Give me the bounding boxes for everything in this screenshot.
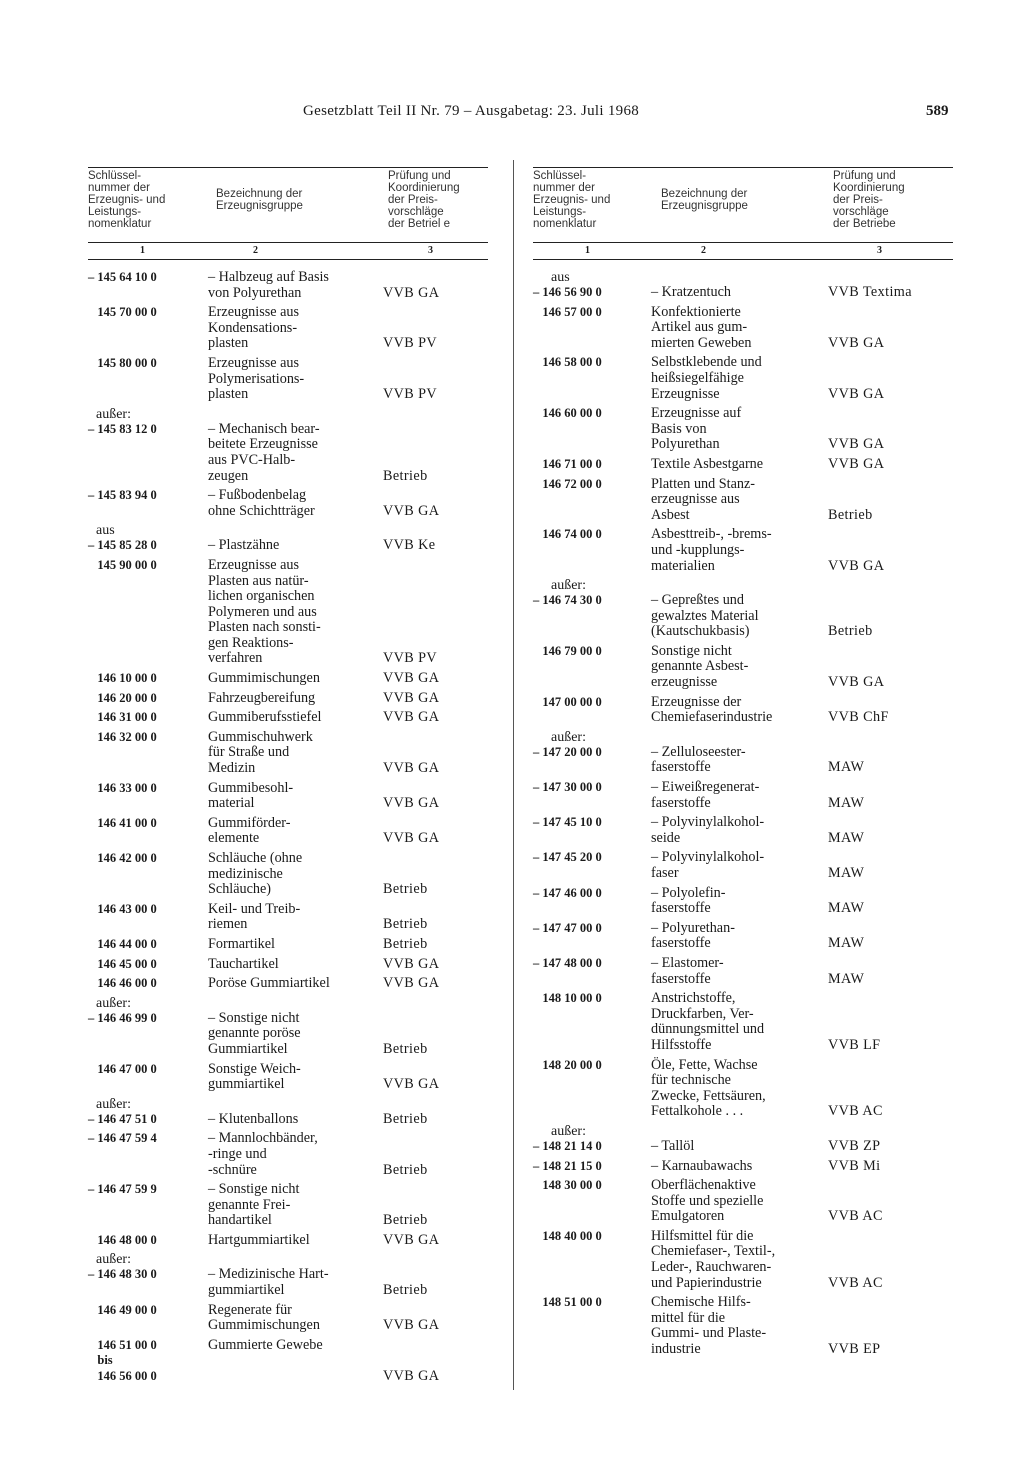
table-row — [533, 730, 953, 776]
table-row — [533, 1229, 953, 1291]
key-number: – 146 56 90 0 — [533, 285, 602, 299]
product-group: – Halbzeug auf Basis von Polyurethan — [208, 269, 329, 301]
key-number: 146 41 00 0 — [88, 815, 157, 830]
entry-line — [533, 644, 953, 691]
entry-line — [533, 745, 953, 776]
table-row — [533, 578, 953, 640]
key-number: 146 10 00 0 — [88, 671, 157, 686]
entry-line — [88, 851, 488, 898]
product-group: Tauchartikel — [208, 955, 279, 972]
table-row — [88, 523, 488, 554]
product-group: – Zelluloseester- faserstoffe — [651, 743, 746, 776]
entry-line — [88, 937, 488, 953]
key-number: 146 72 00 0 — [533, 476, 602, 491]
product-group: – Plastzähne — [208, 537, 280, 554]
entry-line — [533, 457, 953, 473]
review-authority: VVB GA — [383, 955, 440, 972]
entry-line — [88, 538, 488, 554]
key-number: 148 30 00 0 — [533, 1178, 602, 1193]
entry-line — [533, 1139, 953, 1155]
key-number: 146 71 00 0 — [533, 456, 602, 471]
col-number-1: 1 — [585, 245, 590, 256]
table-row — [88, 558, 488, 667]
review-authority: Betrieb — [383, 1212, 428, 1229]
review-authority: VVB LF — [828, 1036, 881, 1053]
page-number: 589 — [926, 103, 949, 119]
key-number: 146 60 00 0 — [533, 406, 602, 421]
review-authority: VVB AC — [828, 1208, 883, 1225]
product-group: – Polyvinylalkohol- seide — [651, 814, 765, 846]
key-number: 148 20 00 0 — [533, 1057, 602, 1072]
col-header-key-number: Schlüssel- nummer der Erzeugnis- und Leistungs- nomenklatur — [533, 170, 611, 230]
product-group: – Polyvinylalkohol- faser — [651, 849, 765, 881]
table-row — [533, 1159, 953, 1175]
product-group: – Mannlochbänder, -ringe und -schnüre — [208, 1130, 318, 1178]
key-number: 148 10 00 0 — [533, 991, 602, 1006]
product-group: Fahrzeugbereifung — [208, 689, 316, 706]
entry-line — [88, 976, 488, 992]
product-group: – Fußbodenbelag ohne Schichtträger — [208, 487, 315, 519]
entry-line — [88, 1062, 488, 1093]
table-row — [88, 1062, 488, 1093]
key-number: 146 51 00 0 bis 146 56 00 0 — [97, 1337, 157, 1384]
table-row — [88, 1338, 488, 1385]
review-authority: VVB Mi — [828, 1157, 881, 1174]
key-number: – 148 21 14 0 — [533, 1138, 602, 1153]
table-row — [88, 1233, 488, 1249]
entry-line — [533, 355, 953, 402]
key-number: – 147 45 20 0 — [533, 850, 602, 865]
entry-line — [88, 671, 488, 687]
review-authority: Betrieb — [383, 935, 428, 952]
product-group: Hartgummiartikel — [208, 1231, 310, 1248]
key-number: 146 45 00 0 — [88, 956, 157, 971]
review-authority: MAW — [828, 794, 865, 811]
review-authority: VVB GA — [828, 436, 885, 453]
key-number: – 146 46 99 0 — [88, 1010, 157, 1025]
entry-line — [88, 902, 488, 933]
table-row — [533, 305, 953, 352]
product-group: Gummischuhwerk für Straße und Medizin — [208, 728, 313, 777]
table-row — [88, 356, 488, 403]
review-authority: VVB EP — [828, 1341, 881, 1358]
col-header-review: Prüfung und Koordinierung der Preis- vorschläge der Betriel e — [388, 170, 460, 230]
row-prefix: außer: — [96, 995, 131, 1011]
product-group: – Polyolefin- faserstoffe — [651, 884, 726, 917]
review-authority: MAW — [828, 829, 865, 846]
key-number: 146 74 00 0 — [533, 527, 602, 542]
entry-line — [88, 558, 488, 667]
review-authority: Betrieb — [383, 1040, 428, 1057]
table-row — [88, 957, 488, 973]
table-row — [533, 991, 953, 1053]
product-group: Gummiförder- elemente — [208, 814, 291, 847]
entry-line — [533, 285, 953, 301]
key-number: – 146 47 59 9 — [88, 1182, 157, 1197]
review-authority: VVB GA — [383, 1317, 440, 1334]
product-group: Öle, Fette, Wachse für technische Zwecke, Fettsäuren, Fettalkohole . . . — [651, 1056, 766, 1120]
entry-line — [533, 305, 953, 352]
number-rule — [533, 259, 953, 260]
review-authority: VVB ZP — [828, 1137, 881, 1154]
entry-line — [88, 488, 488, 519]
product-group: Gummibesohl- material — [208, 779, 294, 812]
col-number-3: 3 — [428, 245, 433, 256]
table-row — [88, 816, 488, 847]
key-number: 148 40 00 0 — [533, 1228, 602, 1243]
review-authority: VVB GA — [383, 1076, 440, 1093]
key-number: – 145 85 28 0 — [88, 538, 157, 553]
product-group: Anstrichstoffe, Druckfarben, Ver- dünnungsmittel und Hilfsstoffe — [651, 990, 765, 1053]
review-authority: VVB PV — [383, 386, 438, 403]
col-header-designation: Bezeichnung der Erzeugnisgruppe — [216, 188, 303, 212]
table-row — [88, 976, 488, 992]
key-number: 146 48 00 0 — [88, 1232, 157, 1247]
product-group: Chemische Hilfs- mittel für die Gummi- und Plaste- industrie — [651, 1294, 767, 1358]
table-row — [88, 1182, 488, 1229]
key-number: 145 90 00 0 — [88, 557, 157, 572]
product-group: – Kratzentuch — [651, 284, 731, 300]
entry-line — [88, 781, 488, 812]
key-number: 146 49 00 0 — [88, 1302, 157, 1317]
entry-line — [88, 1011, 488, 1058]
table-row — [88, 730, 488, 777]
table-row — [533, 270, 953, 301]
table-row — [88, 1097, 488, 1128]
review-authority: Betrieb — [383, 467, 428, 484]
page-header — [0, 103, 1024, 123]
entry-line — [533, 1058, 953, 1120]
key-number: 146 43 00 0 — [88, 901, 157, 916]
table-row — [88, 902, 488, 933]
review-authority: VVB GA — [383, 1368, 440, 1385]
table-row — [533, 1295, 953, 1357]
key-number: 146 31 00 0 — [88, 710, 157, 725]
product-group: – Tallöl — [651, 1137, 695, 1154]
key-number: 146 42 00 0 — [88, 851, 157, 865]
review-authority: VVB PV — [383, 335, 438, 352]
review-authority: VVB GA — [383, 1231, 440, 1248]
review-authority: VVB Ke — [383, 537, 436, 554]
header-rule — [88, 242, 488, 243]
table-row — [533, 457, 953, 473]
product-group: Erzeugnisse aus Kondensations- plasten — [208, 304, 300, 352]
key-number: 147 00 00 0 — [533, 694, 602, 709]
review-authority: VVB GA — [383, 975, 440, 992]
col-number-2: 2 — [701, 245, 706, 256]
product-group: Gummimischungen — [208, 670, 320, 687]
entry-line — [88, 1182, 488, 1229]
review-authority: VVB GA — [383, 689, 440, 706]
entry-line — [88, 730, 488, 777]
table-row — [88, 1303, 488, 1334]
product-group: Erzeugnisse auf Basis von Polyurethan — [651, 405, 742, 453]
entry-line — [533, 921, 953, 952]
review-authority: VVB GA — [383, 760, 440, 777]
table-top-rule — [88, 167, 488, 168]
table-row — [533, 886, 953, 917]
col-header-key-number: Schlüssel- nummer der Erzeugnis- und Leistungs- nomenklatur — [88, 170, 166, 230]
table-row — [533, 1058, 953, 1120]
entry-line — [533, 527, 953, 574]
review-authority: VVB AC — [828, 1274, 883, 1291]
product-group: Selbstklebende und heißsiegelfähige Erzeugnisse — [651, 354, 762, 402]
review-authority: Betrieb — [383, 1282, 428, 1299]
product-group: Oberflächenaktive Stoffe und spezielle Emulgatoren — [651, 1177, 764, 1225]
entry-line — [88, 1303, 488, 1334]
table-row — [88, 488, 488, 519]
key-number: – 147 20 00 0 — [533, 744, 602, 759]
table-row — [88, 937, 488, 953]
review-authority: Betrieb — [383, 1110, 428, 1127]
table-row — [88, 851, 488, 898]
product-group: Erzeugnisse aus Plasten aus natür- lichen organischen Polymeren und aus Plasten nach sonsti- gen Reaktions- verfahren — [208, 556, 321, 667]
product-group: Keil- und Treib- riemen — [208, 900, 301, 933]
product-group: Gummierte Gewebe — [208, 1336, 323, 1353]
key-number: 146 20 00 0 — [88, 690, 157, 705]
review-authority: VVB GA — [828, 455, 885, 472]
key-number: – 145 64 10 0 — [88, 270, 157, 284]
entry-line — [88, 305, 488, 352]
product-group: Poröse Gummiartikel — [208, 975, 330, 992]
key-number: – 147 46 00 0 — [533, 885, 602, 900]
row-prefix: aus — [551, 270, 570, 285]
review-authority: VVB GA — [828, 674, 885, 691]
entry-line — [533, 1159, 953, 1175]
entry-line — [533, 956, 953, 987]
table-row — [533, 956, 953, 987]
entry-line — [88, 957, 488, 973]
key-number: – 147 47 00 0 — [533, 920, 602, 935]
entry-line — [88, 1112, 488, 1128]
table-row — [88, 270, 488, 301]
review-authority: VVB GA — [828, 385, 885, 402]
product-group: – Sonstige nicht genannte Frei- handartikel — [208, 1181, 300, 1229]
review-authority: VVB GA — [383, 795, 440, 812]
entry-line — [88, 1267, 488, 1298]
key-number: 145 70 00 0 — [88, 305, 157, 320]
col-number-1: 1 — [140, 245, 145, 256]
row-prefix: außer: — [551, 578, 586, 594]
row-prefix: außer: — [96, 406, 131, 422]
review-authority: VVB GA — [828, 557, 885, 574]
product-group: Sonstige Weich- gummiartikel — [208, 1060, 301, 1093]
right-table — [533, 160, 953, 1390]
entry-line — [533, 1295, 953, 1357]
key-number: 146 33 00 0 — [88, 780, 157, 795]
review-authority: VVB GA — [383, 709, 440, 726]
left-table — [88, 160, 488, 1390]
entry-line — [533, 477, 953, 524]
entry-line — [88, 1233, 488, 1249]
entry-line — [88, 422, 488, 484]
table-row — [533, 1124, 953, 1155]
review-authority: MAW — [828, 759, 865, 776]
col-number-2: 2 — [253, 245, 258, 256]
key-number: – 145 83 94 0 — [88, 488, 157, 503]
table-row — [533, 850, 953, 881]
row-prefix: aus — [96, 523, 115, 539]
product-group: Gummiberufsstiefel — [208, 709, 322, 726]
table-row — [88, 1252, 488, 1298]
header-rule — [533, 242, 953, 243]
table-row — [533, 644, 953, 691]
table-row — [533, 1178, 953, 1225]
table-row — [533, 695, 953, 726]
product-group: – Polyurethan- faserstoffe — [651, 919, 735, 952]
table-row — [533, 355, 953, 402]
key-number: 148 51 00 0 — [533, 1295, 602, 1310]
review-authority: VVB AC — [828, 1103, 883, 1120]
table-row — [88, 1131, 488, 1178]
review-authority: VVB GA — [828, 334, 885, 351]
entry-line — [533, 850, 953, 881]
col-header-review: Prüfung und Koordinierung der Preis- vorschläge der Betriebe — [833, 170, 905, 230]
column-numbers — [533, 245, 953, 257]
entry-line — [88, 1338, 488, 1385]
entry-line — [533, 695, 953, 726]
entry-line — [88, 1131, 488, 1178]
key-number: 146 32 00 0 — [88, 729, 157, 744]
key-number: 145 80 00 0 — [88, 355, 157, 370]
key-number: – 148 21 15 0 — [533, 1158, 602, 1173]
entry-line — [533, 991, 953, 1053]
column-divider — [513, 160, 514, 1390]
review-authority: Betrieb — [383, 916, 428, 933]
product-group: – Sonstige nicht genannte poröse Gummiartikel — [208, 1009, 301, 1057]
product-group: Konfektionierte Artikel aus gum- mierten Geweben — [651, 303, 752, 351]
review-authority: VVB GA — [383, 670, 440, 687]
review-authority: VVB GA — [383, 830, 440, 847]
table-row — [88, 710, 488, 726]
review-authority: Betrieb — [383, 881, 428, 898]
key-number: – 146 47 51 0 — [88, 1111, 157, 1126]
review-authority: Betrieb — [828, 623, 873, 640]
left-entries — [88, 270, 488, 1389]
product-group: – Mechanisch bear- beitete Erzeugnisse aus PVC-Halb- zeugen — [208, 420, 320, 484]
entry-line — [533, 406, 953, 453]
table-row — [533, 780, 953, 811]
review-authority: MAW — [828, 865, 865, 881]
table-row — [533, 921, 953, 952]
product-group: Asbesttreib-, -brems- und -kupplungs- materialien — [651, 526, 772, 574]
key-number: – 147 48 00 0 — [533, 955, 602, 970]
key-number: – 146 47 59 4 — [88, 1131, 157, 1146]
page-title: Gesetzblatt Teil II Nr. 79 – Ausgabetag: 23. Juli 1968 — [303, 103, 640, 119]
table-row — [88, 305, 488, 352]
review-authority: MAW — [828, 935, 865, 952]
col-header-designation: Bezeichnung der Erzeugnisgruppe — [661, 188, 748, 212]
product-group: Platten und Stanz- erzeugnisse aus Asbest — [651, 475, 756, 523]
table-row — [88, 671, 488, 687]
table-row — [533, 527, 953, 574]
col-number-3: 3 — [877, 245, 882, 256]
review-authority: MAW — [828, 900, 865, 917]
table-row — [88, 996, 488, 1058]
entry-line — [88, 270, 488, 301]
product-group: – Elastomer- faserstoffe — [651, 954, 724, 987]
key-number: 146 58 00 0 — [533, 355, 602, 370]
review-authority: MAW — [828, 970, 865, 987]
table-row — [88, 691, 488, 707]
review-authority: VVB PV — [383, 650, 438, 667]
product-group: – Medizinische Hart- gummiartikel — [208, 1266, 329, 1299]
product-group: – Eiweißregenerat- faserstoffe — [651, 779, 760, 811]
product-group: Schläuche (ohne medizinische Schläuche) — [208, 850, 303, 898]
product-group: Formartikel — [208, 935, 275, 952]
key-number: 146 57 00 0 — [533, 304, 602, 319]
row-prefix: außer: — [551, 1123, 586, 1139]
entry-line — [533, 1178, 953, 1225]
product-group: Erzeugnisse aus Polymerisations- plasten — [208, 354, 305, 403]
review-authority: VVB GA — [383, 502, 440, 519]
product-group: Textile Asbestgarne — [651, 455, 764, 472]
product-group: – Karnaubawachs — [651, 1157, 753, 1174]
table-row — [533, 477, 953, 524]
key-number: – 146 48 30 0 — [88, 1267, 157, 1282]
table-row — [88, 407, 488, 484]
review-authority: VVB ChF — [828, 709, 889, 726]
key-number: 146 79 00 0 — [533, 643, 602, 658]
review-authority: Betrieb — [383, 1161, 428, 1178]
key-number: 146 46 00 0 — [88, 976, 157, 991]
table-row — [88, 781, 488, 812]
right-entries — [533, 270, 953, 1362]
key-number: – 145 83 12 0 — [88, 421, 157, 436]
key-number: – 147 45 10 0 — [533, 815, 602, 830]
product-group: Regenerate für Gummimischungen — [208, 1301, 320, 1334]
table-row — [533, 815, 953, 846]
entry-line — [88, 691, 488, 707]
product-group: – Klutenballons — [208, 1110, 299, 1127]
entry-line — [88, 710, 488, 726]
column-numbers — [88, 245, 488, 257]
row-prefix: außer: — [96, 1252, 131, 1268]
table-top-rule — [533, 167, 953, 168]
row-prefix: außer: — [96, 1096, 131, 1112]
product-group: – Gepreßtes und gewalztes Material (Kautschukbasis) — [651, 592, 759, 640]
review-authority: Betrieb — [828, 506, 873, 523]
entry-line — [533, 780, 953, 811]
key-number: – 147 30 00 0 — [533, 780, 602, 795]
key-number: 146 44 00 0 — [88, 936, 157, 951]
table-row — [533, 406, 953, 453]
entry-line — [88, 816, 488, 847]
product-group: Erzeugnisse der Chemiefaserindustrie — [651, 693, 773, 726]
entry-line — [533, 886, 953, 917]
entry-line — [88, 356, 488, 403]
product-group: Hilfsmittel für die Chemiefaser-, Textil-, Leder-, Rauchwaren- und Papierindustrie — [651, 1227, 776, 1291]
number-rule — [88, 259, 488, 260]
key-number: – 146 74 30 0 — [533, 593, 602, 608]
entry-line — [533, 1229, 953, 1291]
review-authority: VVB Textima — [828, 284, 912, 300]
entry-line — [533, 815, 953, 846]
entry-line — [533, 593, 953, 640]
key-number: 146 47 00 0 — [88, 1061, 157, 1076]
product-group: Sonstige nicht genannte Asbest- erzeugnisse — [651, 642, 749, 691]
review-authority: VVB GA — [383, 284, 440, 301]
row-prefix: außer: — [551, 729, 586, 745]
